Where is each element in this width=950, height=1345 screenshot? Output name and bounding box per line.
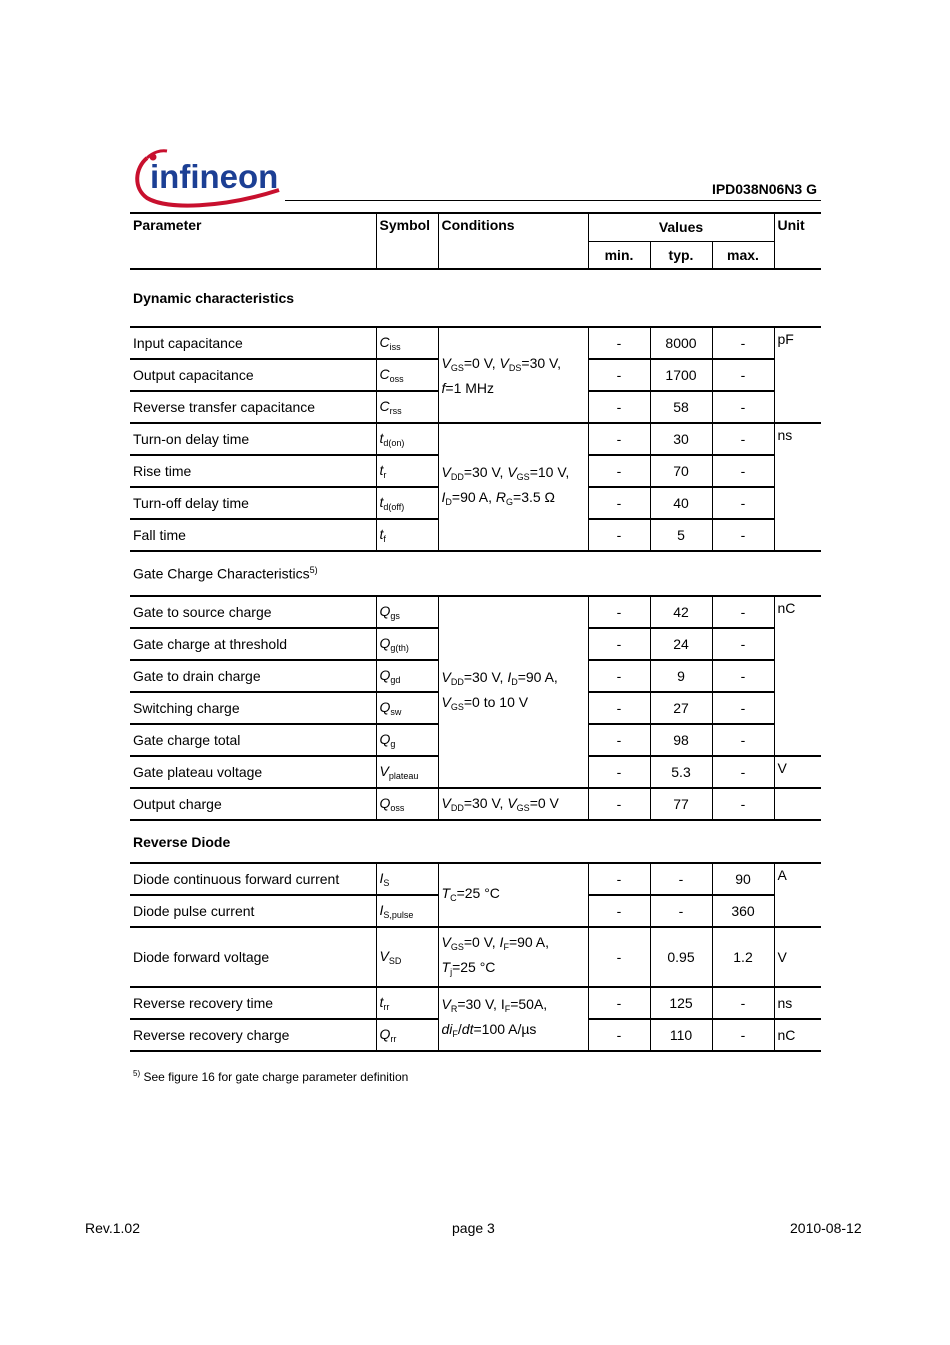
value-typ: 58 — [650, 391, 712, 423]
param: Diode pulse current — [130, 895, 376, 927]
value-typ: 27 — [650, 692, 712, 724]
unit: pF — [774, 327, 821, 423]
param: Diode continuous forward current — [130, 863, 376, 895]
table-row — [130, 423, 821, 455]
value-min: - — [588, 895, 650, 927]
symbol: $t_{d(off)}$ — [376, 487, 438, 519]
unit: nC — [774, 596, 821, 756]
col-min: min. — [588, 241, 650, 269]
unit: V — [774, 756, 821, 788]
symbol: $Q_{sw}$ — [376, 692, 438, 724]
value-typ: 5.3 — [650, 756, 712, 788]
part-number: IPD038N06N3 G — [711, 181, 817, 197]
symbol: $I_S$ — [376, 863, 438, 895]
param: Reverse transfer capacitance — [130, 391, 376, 423]
col-conditions: Conditions — [438, 213, 588, 269]
value-min: - — [588, 1019, 650, 1051]
value-min: - — [588, 692, 650, 724]
value-min: - — [588, 423, 650, 455]
param: Gate to drain charge — [130, 660, 376, 692]
condition-recovery: $V_R=30$ V, $I_F=50A$, $di_F/dt=100$ A/µs — [438, 987, 588, 1051]
value-min: - — [588, 788, 650, 820]
section-dynamic — [130, 269, 821, 327]
infineon-logo — [133, 146, 283, 208]
unit: V — [774, 927, 821, 987]
param: Switching charge — [130, 692, 376, 724]
param: Diode forward voltage — [130, 927, 376, 987]
value-typ: 125 — [650, 987, 712, 1019]
symbol: $Q_{rr}$ — [376, 1019, 438, 1051]
condition-capacitance: $V_{GS}=0$ V, $V_{DS}=30$ V, f=1 MHz — [438, 327, 588, 423]
footer-date: 2010-08-12 — [790, 1220, 862, 1236]
col-symbol: Symbol — [376, 213, 438, 269]
value-typ: 77 — [650, 788, 712, 820]
value-max: - — [712, 788, 774, 820]
value-min: - — [588, 628, 650, 660]
value-max: - — [712, 327, 774, 359]
value-min: - — [588, 987, 650, 1019]
col-max: max. — [712, 241, 774, 269]
symbol: $Q_{gs}$ — [376, 596, 438, 628]
col-unit: Unit — [774, 213, 821, 269]
table-row — [130, 327, 821, 359]
param: Input capacitance — [130, 327, 376, 359]
value-max: - — [712, 391, 774, 423]
table-row — [130, 927, 821, 987]
symbol: $Q_g$ — [376, 724, 438, 756]
value-typ: - — [650, 895, 712, 927]
value-max: - — [712, 724, 774, 756]
param: Fall time — [130, 519, 376, 551]
symbol: $V_{plateau}$ — [376, 756, 438, 788]
symbol: $Q_{g(th)}$ — [376, 628, 438, 660]
value-max: - — [712, 359, 774, 391]
symbol: $C_{iss}$ — [376, 327, 438, 359]
param: Gate charge total — [130, 724, 376, 756]
value-max: - — [712, 628, 774, 660]
value-typ: 9 — [650, 660, 712, 692]
param: Gate plateau voltage — [130, 756, 376, 788]
value-max: 90 — [712, 863, 774, 895]
value-max: - — [712, 660, 774, 692]
param: Turn-on delay time — [133, 431, 250, 447]
value-max: - — [712, 487, 774, 519]
value-max: - — [712, 1019, 774, 1051]
value-max: - — [712, 519, 774, 551]
value-max: - — [712, 596, 774, 628]
value-typ: 1700 — [650, 359, 712, 391]
symbol: $C_{oss}$ — [376, 359, 438, 391]
value-typ: 8000 — [650, 327, 712, 359]
footer-page: page 3 — [452, 1220, 495, 1236]
unit: A — [774, 863, 821, 927]
value-min: - — [588, 660, 650, 692]
param: Output capacitance — [130, 359, 376, 391]
symbol: $I_{S,pulse}$ — [376, 895, 438, 927]
section-gate-charge — [130, 551, 821, 596]
param: Turn-off delay time — [130, 487, 376, 519]
unit — [774, 788, 821, 820]
value-typ: 70 — [650, 455, 712, 487]
value-max: 1.2 — [712, 927, 774, 987]
symbol: $V_{SD}$ — [376, 927, 438, 987]
unit: ns — [774, 987, 821, 1019]
value-min: - — [588, 359, 650, 391]
col-parameter: Parameter — [130, 213, 376, 269]
value-max: 360 — [712, 895, 774, 927]
symbol: $Q_{oss}$ — [376, 788, 438, 820]
value-min: - — [588, 596, 650, 628]
footnote: $^{5)}$ See figure 16 for gate charge parameter definition — [133, 1069, 409, 1084]
table-row — [130, 788, 821, 820]
table-row — [130, 863, 821, 895]
value-min: - — [588, 927, 650, 987]
unit: ns — [774, 423, 821, 551]
value-min: - — [588, 327, 650, 359]
value-min: - — [588, 519, 650, 551]
symbol: $t_{rr}$ — [376, 987, 438, 1019]
param: Gate charge at threshold — [130, 628, 376, 660]
param: Gate to source charge — [130, 596, 376, 628]
param: Reverse recovery time — [133, 995, 274, 1011]
param: Reverse recovery charge — [130, 1019, 376, 1051]
value-max: - — [712, 756, 774, 788]
param: Output charge — [130, 788, 376, 820]
value-typ: 42 — [650, 596, 712, 628]
value-min: - — [588, 756, 650, 788]
value-max: - — [712, 423, 774, 455]
value-max: - — [712, 692, 774, 724]
value-min: - — [588, 487, 650, 519]
symbol: $t_{d(on)}$ — [376, 423, 438, 455]
value-max: - — [712, 455, 774, 487]
value-typ: 5 — [650, 519, 712, 551]
condition-gate-charge: $V_{DD}=30$ V, $I_D=90$ A, $V_{GS}=0$ to 10 V — [438, 596, 588, 788]
value-typ: - — [650, 863, 712, 895]
spec-table — [130, 212, 821, 1052]
value-min: - — [588, 863, 650, 895]
value-min: - — [588, 391, 650, 423]
symbol: $Q_{gd}$ — [376, 660, 438, 692]
condition-output-charge: $V_{DD}=30$ V, $V_{GS}=0$ V — [438, 788, 588, 820]
table-row — [130, 987, 821, 1019]
section-title: Reverse Diode — [133, 833, 231, 850]
value-typ: 24 — [650, 628, 712, 660]
unit: nC — [774, 1019, 821, 1051]
value-typ: 40 — [650, 487, 712, 519]
value-typ: 98 — [650, 724, 712, 756]
value-typ: 110 — [650, 1019, 712, 1051]
col-values: Values — [588, 213, 774, 241]
col-typ: typ. — [650, 241, 712, 269]
header-rule — [285, 200, 821, 201]
value-min: - — [588, 455, 650, 487]
value-typ: 0.95 — [650, 927, 712, 987]
value-min: - — [588, 724, 650, 756]
section-title: Dynamic characteristics — [130, 269, 821, 327]
table-row — [130, 596, 821, 628]
footer-revision: Rev.1.02 — [85, 1220, 140, 1236]
section-title: Gate Charge Characteristics$^{5)}$ — [133, 565, 318, 582]
value-max: - — [712, 987, 774, 1019]
logo-text: infineon — [150, 158, 279, 195]
header-row — [130, 213, 821, 241]
section-reverse-diode — [130, 820, 821, 863]
symbol: $t_r$ — [376, 455, 438, 487]
param: Rise time — [130, 455, 376, 487]
symbol: $t_f$ — [376, 519, 438, 551]
value-typ: 30 — [650, 423, 712, 455]
condition-diode-current: $T_C=25$ °C — [438, 863, 588, 927]
condition-diode-voltage: $V_{GS}=0$ V, $I_F=90$ A, $T_j=25$ °C — [438, 927, 588, 987]
condition-switching: $V_{DD}=30$ V, $V_{GS}=10$ V, $I_D=90$ A, $R_G=3.5$ Ω — [438, 423, 588, 551]
symbol: $C_{rss}$ — [376, 391, 438, 423]
